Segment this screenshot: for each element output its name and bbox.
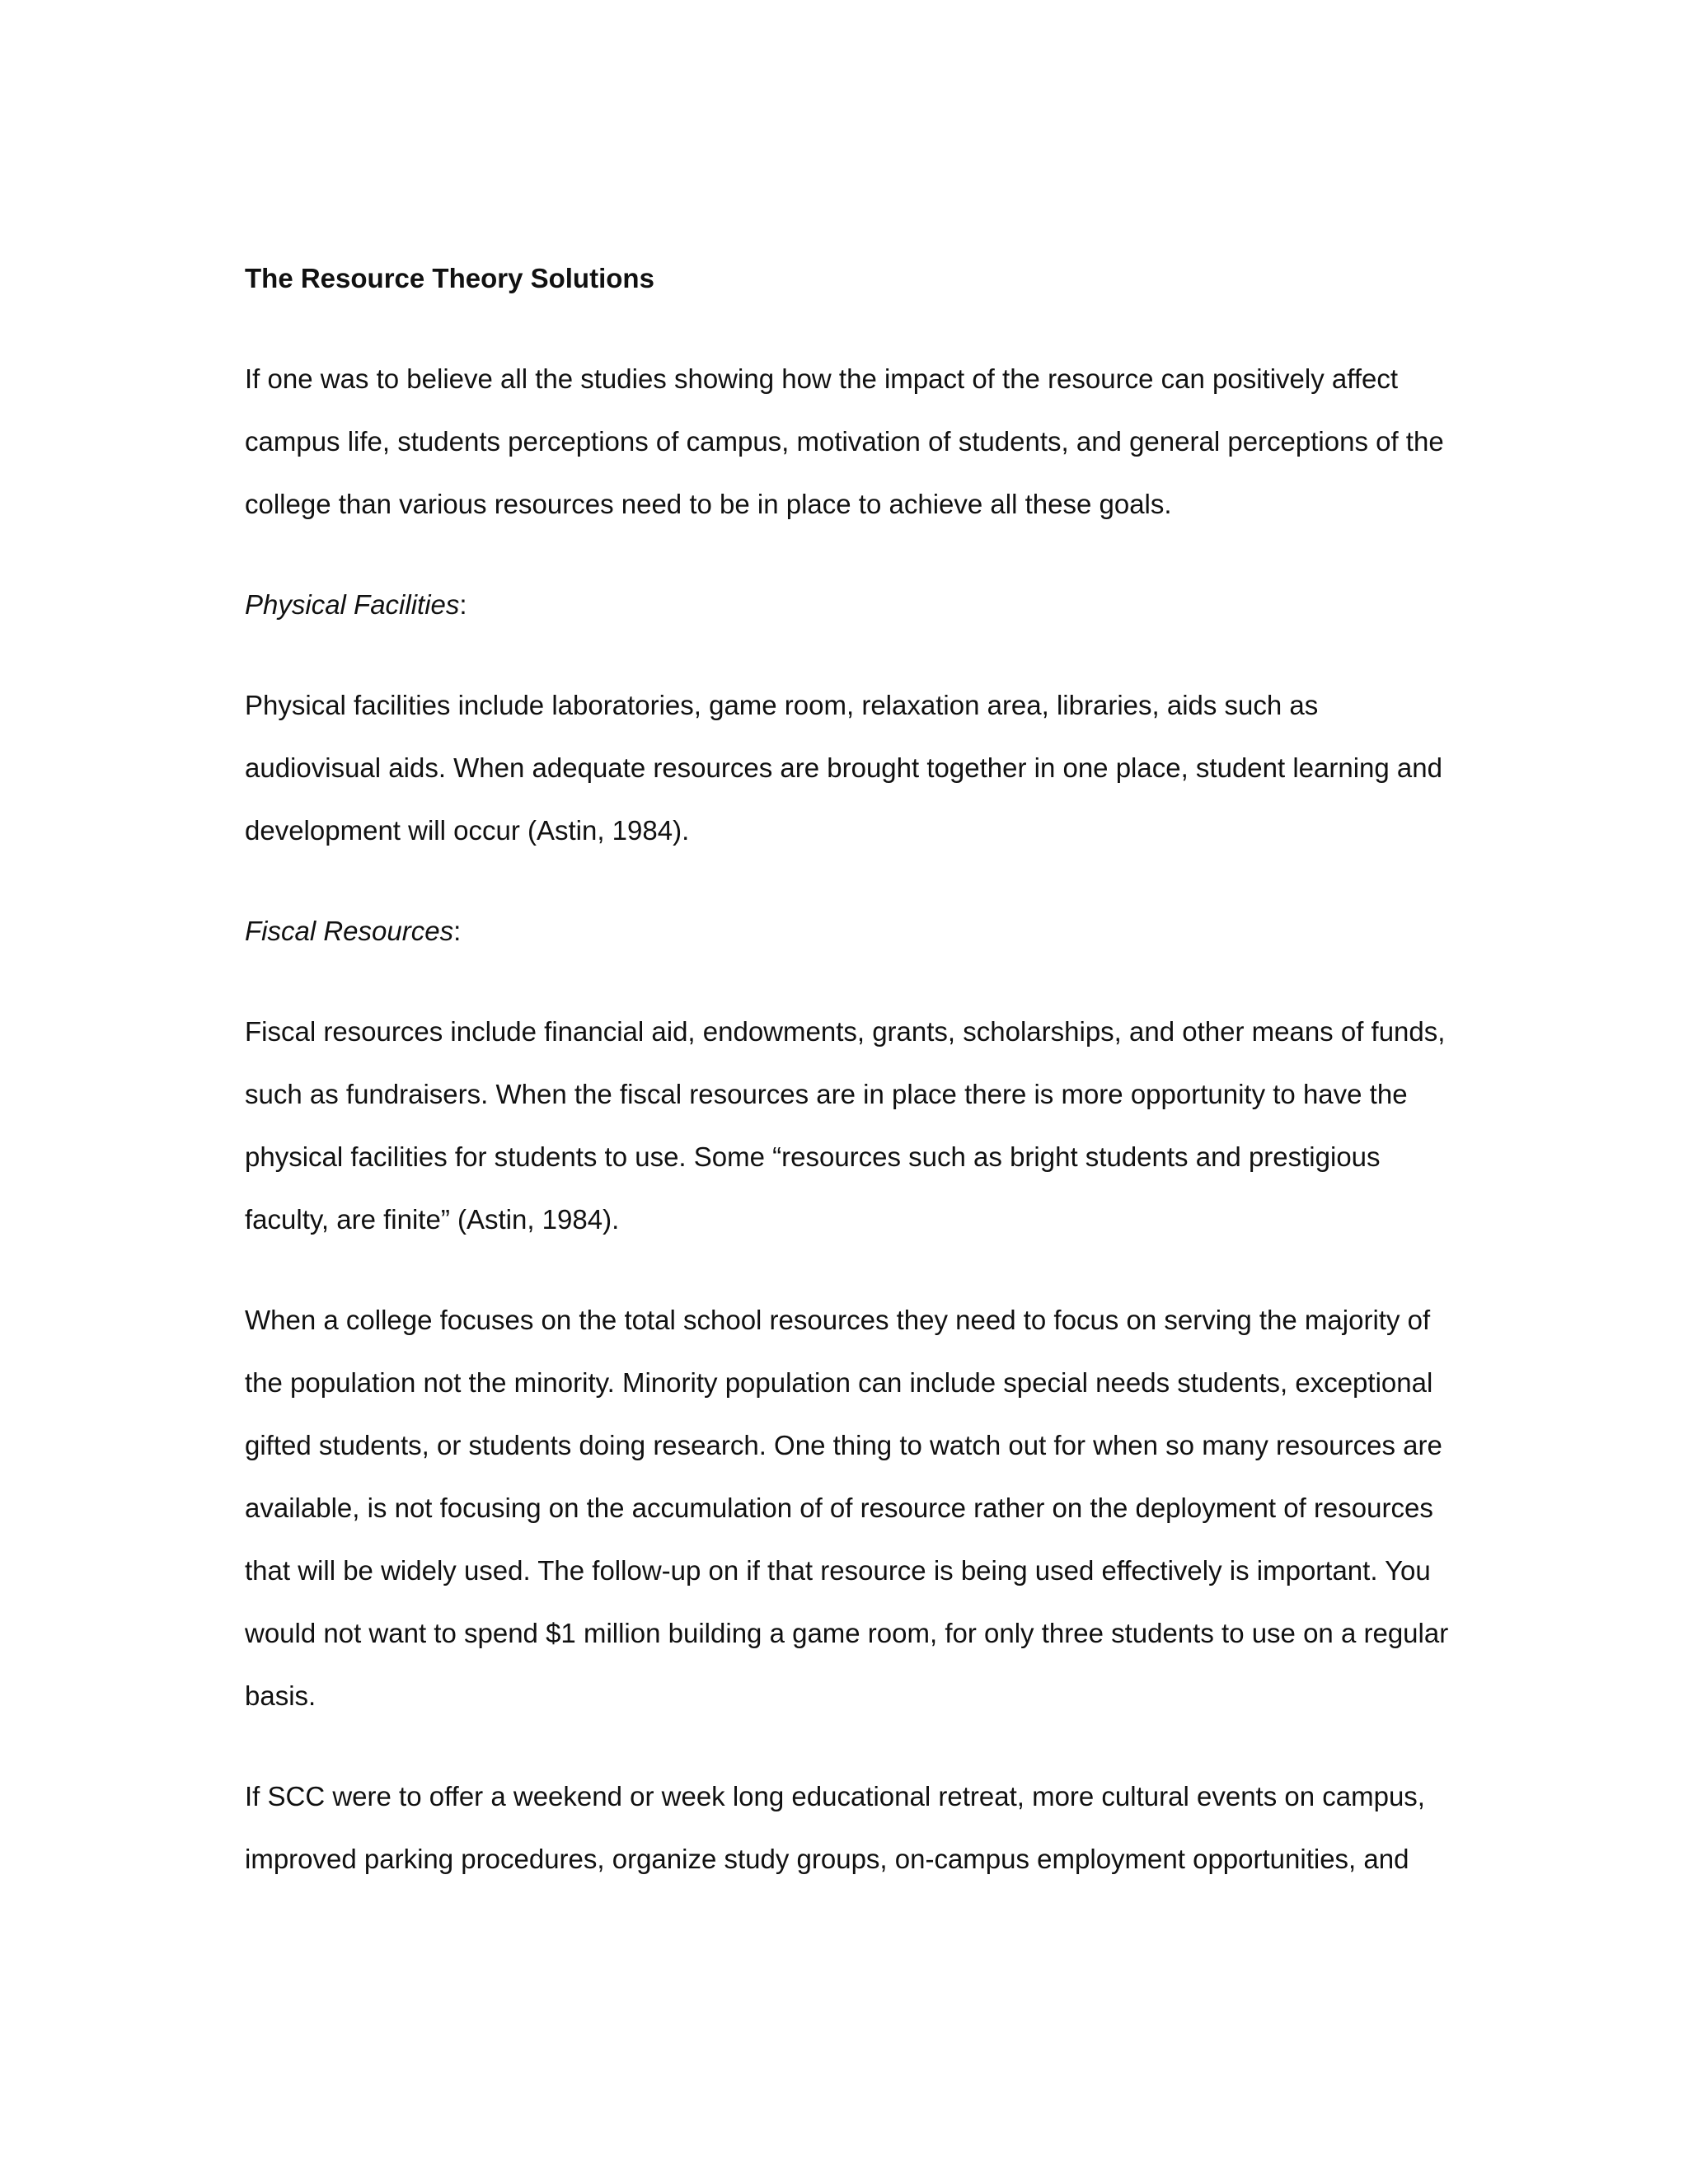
fiscal-resources-heading-text: Fiscal Resources — [245, 916, 454, 946]
fiscal-resources-heading-colon: : — [453, 916, 462, 946]
fiscal-resources-heading — [245, 900, 1456, 963]
document-title: The Resource Theory Solutions — [245, 263, 654, 293]
physical-facilities-heading — [245, 574, 1456, 636]
resource-focus-paragraph: When a college focuses on the total school resources they need to focus on serving the majority of the population not the minority. Minority population can include special needs students, exceptional gifted students, or students doing research. One thing to watch out for when so many resources are available, is not focusing on the accumulation of of resource rather on the deployment of resources that will be widely used. The follow-up on if that resource is being used effectively is important. You would not want to spend $1 million building a game room, for only three students to use on a regular basis. — [245, 1305, 1449, 1711]
document-body — [245, 247, 1456, 1929]
physical-facilities-heading-text: Physical Facilities — [245, 589, 460, 620]
physical-facilities-paragraph: Physical facilities include laboratories, game room, relaxation area, libraries, aids such as audiovisual aids. When adequate resources are brought together in one place, student learning and development will occur (Astin, 1984). — [245, 690, 1442, 846]
intro-paragraph: If one was to believe all the studies showing how the impact of the resource can positively affect campus life, students perceptions of campus, motivation of students, and general perceptions of the college than various resources need to be in place to achieve all these goals. — [245, 363, 1444, 519]
fiscal-resources-paragraph: Fiscal resources include financial aid, endowments, grants, scholarships, and other means of funds, such as fundraisers. When the fiscal resources are in place there is more opportunity to have the physical facilities for students to use. Some “resources such as bright students and prestigious faculty, are finite” (Astin, 1984). — [245, 1016, 1446, 1235]
scc-paragraph: If SCC were to offer a weekend or week long educational retreat, more cultural events on campus, improved parking procedures, organize study groups, on-campus employment opportunities, and — [245, 1781, 1425, 1874]
physical-facilities-heading-colon: : — [459, 589, 467, 620]
